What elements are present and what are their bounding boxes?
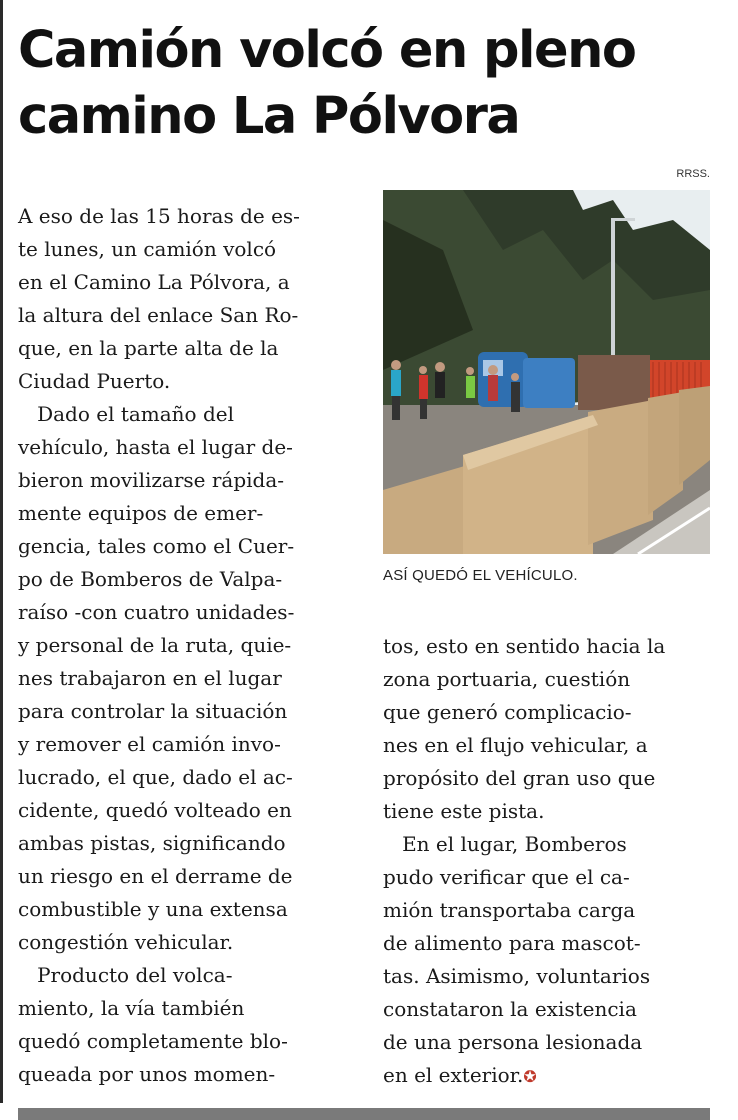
photo-caption: ASÍ QUEDÓ EL VEHÍCULO. [383, 567, 578, 584]
body-line: de una persona lesionada [383, 1030, 643, 1054]
body-line: quedó completamente blo- [18, 1029, 288, 1053]
body-line: y remover el camión invo- [18, 732, 281, 756]
column-rule [0, 0, 3, 1103]
body-line: cidente, quedó volteado en [18, 798, 292, 822]
body-line: y personal de la ruta, quie- [18, 633, 292, 657]
body-line: pudo verificar que el ca- [383, 865, 630, 889]
body-line: po de Bomberos de Valpa- [18, 567, 283, 591]
body-line: la altura del enlace San Ro- [18, 303, 299, 327]
body-line: A eso de las 15 horas de es- [18, 204, 300, 228]
headline: Camión volcó en pleno camino La Pólvora [18, 21, 636, 146]
body-line: combustible y una extensa [18, 897, 288, 921]
body-line: constataron la existencia [383, 997, 637, 1021]
body-line: vehículo, hasta el lugar de- [18, 435, 293, 459]
body-line-last [383, 1059, 710, 1093]
body-line: raíso -con cuatro unidades- [18, 600, 295, 624]
body-line: para controlar la situación [18, 699, 288, 723]
body-line: En el lugar, Bomberos [383, 832, 627, 856]
body-line: miento, la vía también [18, 996, 245, 1020]
body-line: nes trabajaron en el lugar [18, 666, 282, 690]
body-line: mión transportaba carga [383, 898, 636, 922]
photo-credit: RRSS. [676, 168, 710, 180]
body-line: tiene este pista. [383, 799, 545, 823]
body-line: que, en la parte alta de la [18, 336, 279, 360]
body-line: te lunes, un camión volcó [18, 237, 277, 261]
body-line: Producto del volca- [18, 963, 233, 987]
body-line: ambas pistas, significando [18, 831, 286, 855]
body-line: propósito del gran uso que [383, 766, 656, 790]
body-line: un riesgo en el derrame de [18, 864, 293, 888]
body-line: queada por unos momen- [18, 1062, 276, 1086]
body-line: mente equipos de emer- [18, 501, 264, 525]
body-line: en el Camino La Pólvora, a [18, 270, 290, 294]
body-line: lucrado, el que, dado el ac- [18, 765, 293, 789]
news-photo [383, 190, 710, 554]
body-line: zona portuaria, cuestión [383, 667, 631, 691]
body-line: Dado el tamaño del [18, 402, 234, 426]
body-line: bieron movilizarse rápida- [18, 468, 285, 492]
body-line: que generó complicacio- [383, 700, 632, 724]
body-line: nes en el flujo vehicular, a [383, 733, 648, 757]
body-line: de alimento para mascot- [383, 931, 641, 955]
body-line: congestión vehicular. [18, 930, 234, 954]
body-line: gencia, tales como el Cuer- [18, 534, 295, 558]
end-mark-icon: ✪ [523, 1067, 537, 1086]
body-line-text: en el exterior. [383, 1063, 524, 1087]
bottom-rule [18, 1108, 710, 1120]
body-line: Ciudad Puerto. [18, 369, 171, 393]
body-line: tas. Asimismo, voluntarios [383, 964, 651, 988]
article-column-left [18, 200, 353, 1091]
body-line: tos, esto en sentido hacia la [383, 634, 666, 658]
article-column-right [383, 630, 710, 1093]
